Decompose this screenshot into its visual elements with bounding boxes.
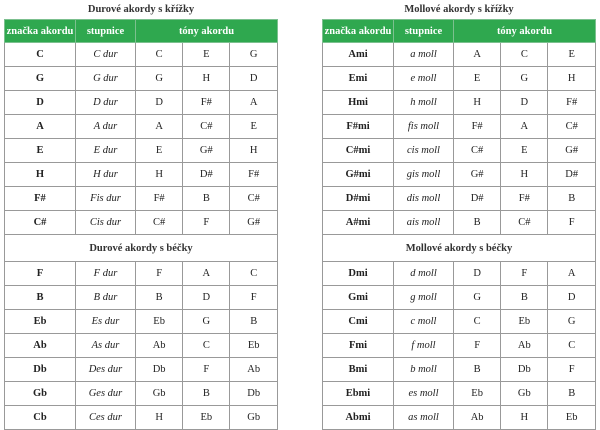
scale-name: D dur — [75, 91, 135, 115]
chord-tone: H — [136, 163, 183, 187]
chord-tone: C — [183, 334, 230, 358]
chord-tone: A — [548, 262, 596, 286]
chord-tone: F# — [501, 187, 548, 211]
chord-symbol: G — [5, 67, 76, 91]
table-row — [5, 310, 278, 334]
chord-tone: H — [183, 67, 230, 91]
table-row — [323, 358, 596, 382]
scale-name: f moll — [393, 334, 453, 358]
chord-tone: Eb — [548, 406, 596, 430]
scale-name: Fis dur — [75, 187, 135, 211]
chord-tone: C# — [183, 115, 230, 139]
chord-tone: G — [183, 310, 230, 334]
table-row — [5, 406, 278, 430]
chord-symbol: H — [5, 163, 76, 187]
chord-tone: C# — [136, 211, 183, 235]
chord-symbol: Eb — [5, 310, 76, 334]
scale-name: Es dur — [75, 310, 135, 334]
scale-name: es moll — [393, 382, 453, 406]
scale-name: Ces dur — [75, 406, 135, 430]
chord-tone: Eb — [501, 310, 548, 334]
table-row — [323, 334, 596, 358]
scale-name: C dur — [75, 43, 135, 67]
chord-symbol: B — [5, 286, 76, 310]
table-row — [5, 91, 278, 115]
chord-tone: C — [136, 43, 183, 67]
table-row — [5, 139, 278, 163]
section-row — [323, 235, 596, 262]
table-row — [5, 286, 278, 310]
chord-tone: Ab — [230, 358, 278, 382]
chord-tone: C# — [454, 139, 501, 163]
chord-tone: C — [454, 310, 501, 334]
chord-tone: C — [230, 262, 278, 286]
chord-symbol: Db — [5, 358, 76, 382]
section-title: Durové akordy s béčky — [5, 235, 278, 262]
chord-symbol: Dmi — [323, 262, 394, 286]
chord-tone: Db — [136, 358, 183, 382]
chord-tone: C — [501, 43, 548, 67]
chord-symbol: Gmi — [323, 286, 394, 310]
chord-tone: Eb — [230, 334, 278, 358]
scale-name: Cis dur — [75, 211, 135, 235]
chord-tone: B — [454, 211, 501, 235]
chord-tone: H — [501, 163, 548, 187]
chord-tone: H — [454, 91, 501, 115]
header-tones: tóny akordu — [454, 20, 596, 43]
table-row — [323, 115, 596, 139]
chord-tone: Ab — [501, 334, 548, 358]
chord-tone: D# — [454, 187, 501, 211]
chord-tone: G — [548, 310, 596, 334]
major-chords-panel — [4, 0, 278, 430]
scale-name: As dur — [75, 334, 135, 358]
chord-tone: A — [230, 91, 278, 115]
chord-tone: Gb — [501, 382, 548, 406]
header-row — [5, 20, 278, 43]
chord-tone: B — [183, 382, 230, 406]
chord-tone: D — [230, 67, 278, 91]
scale-name: B dur — [75, 286, 135, 310]
chord-tone: A — [136, 115, 183, 139]
chord-tone: F# — [454, 115, 501, 139]
chord-symbol: Cb — [5, 406, 76, 430]
scale-name: H dur — [75, 163, 135, 187]
chord-tone: Ab — [454, 406, 501, 430]
scale-name: c moll — [393, 310, 453, 334]
scale-name: cis moll — [393, 139, 453, 163]
chord-tone: C# — [548, 115, 596, 139]
chord-tone: G# — [454, 163, 501, 187]
table-row — [323, 43, 596, 67]
chord-symbol: C#mi — [323, 139, 394, 163]
chord-tone: F — [230, 286, 278, 310]
chord-symbol: Bmi — [323, 358, 394, 382]
chord-tone: F# — [136, 187, 183, 211]
scale-name: gis moll — [393, 163, 453, 187]
section-title: Mollové akordy s béčky — [323, 235, 596, 262]
chord-tone: D# — [183, 163, 230, 187]
scale-name: E dur — [75, 139, 135, 163]
scale-name: Des dur — [75, 358, 135, 382]
chord-tone: Eb — [183, 406, 230, 430]
chord-tone: F — [183, 358, 230, 382]
chord-symbol: Hmi — [323, 91, 394, 115]
chord-symbol: A#mi — [323, 211, 394, 235]
table-row — [5, 187, 278, 211]
table-row — [5, 43, 278, 67]
table-row — [5, 358, 278, 382]
panel-title: Durové akordy s křížky — [87, 4, 195, 15]
table-row — [323, 67, 596, 91]
scale-name: e moll — [393, 67, 453, 91]
chord-tone: B — [454, 358, 501, 382]
chord-tone: D — [501, 91, 548, 115]
chord-tone: F# — [548, 91, 596, 115]
chord-tone: B — [548, 382, 596, 406]
chord-tone: D — [183, 286, 230, 310]
chord-symbol: Gb — [5, 382, 76, 406]
chord-symbol: F# — [5, 187, 76, 211]
chord-symbol: A — [5, 115, 76, 139]
chord-tone: F — [136, 262, 183, 286]
chord-tone: B — [230, 310, 278, 334]
chord-tone: G — [454, 286, 501, 310]
table-row — [5, 211, 278, 235]
table-row — [5, 163, 278, 187]
chord-tone: Ab — [136, 334, 183, 358]
chord-tone: E — [501, 139, 548, 163]
chord-symbol: C# — [5, 211, 76, 235]
scale-name: Ges dur — [75, 382, 135, 406]
chord-symbol: E — [5, 139, 76, 163]
chord-tone: H — [548, 67, 596, 91]
table-row — [323, 211, 596, 235]
chord-symbol: Ami — [323, 43, 394, 67]
scale-name: a moll — [393, 43, 453, 67]
header-scale: stupnice — [75, 20, 135, 43]
table-row — [323, 382, 596, 406]
scale-name: F dur — [75, 262, 135, 286]
chord-symbol: F — [5, 262, 76, 286]
chord-tone: G# — [183, 139, 230, 163]
chord-tone: F — [501, 262, 548, 286]
chord-tone: Db — [230, 382, 278, 406]
chord-tone: D — [454, 262, 501, 286]
table-row — [323, 406, 596, 430]
scale-name: b moll — [393, 358, 453, 382]
header-scale: stupnice — [393, 20, 453, 43]
chord-symbol: Abmi — [323, 406, 394, 430]
chord-tone: Db — [501, 358, 548, 382]
chord-tone: C — [548, 334, 596, 358]
chord-table — [322, 19, 596, 430]
chord-symbol: F#mi — [323, 115, 394, 139]
chord-tone: H — [501, 406, 548, 430]
scale-name: h moll — [393, 91, 453, 115]
table-row — [5, 115, 278, 139]
scale-name: G dur — [75, 67, 135, 91]
chord-tone: F — [183, 211, 230, 235]
chord-symbol: Fmi — [323, 334, 394, 358]
chord-tone: F# — [183, 91, 230, 115]
scale-name: A dur — [75, 115, 135, 139]
chord-symbol: Cmi — [323, 310, 394, 334]
header-row — [323, 20, 596, 43]
scale-name: d moll — [393, 262, 453, 286]
chord-tone: D — [548, 286, 596, 310]
chord-tone: H — [230, 139, 278, 163]
chord-tone: C# — [230, 187, 278, 211]
chord-symbol: D#mi — [323, 187, 394, 211]
header-tones: tóny akordu — [136, 20, 278, 43]
chord-tone: H — [136, 406, 183, 430]
scale-name: as moll — [393, 406, 453, 430]
chord-tone: Eb — [454, 382, 501, 406]
chord-symbol: D — [5, 91, 76, 115]
chord-table — [4, 19, 278, 430]
chord-tone: B — [548, 187, 596, 211]
table-row — [323, 139, 596, 163]
chord-tone: F# — [230, 163, 278, 187]
chord-tone: Eb — [136, 310, 183, 334]
chord-symbol: Ebmi — [323, 382, 394, 406]
table-row — [5, 262, 278, 286]
scale-name: ais moll — [393, 211, 453, 235]
chord-tone: F — [454, 334, 501, 358]
section-row — [5, 235, 278, 262]
scale-name: g moll — [393, 286, 453, 310]
chord-tone: F — [548, 211, 596, 235]
chord-tone: B — [183, 187, 230, 211]
chord-tone: E — [136, 139, 183, 163]
scale-name: fis moll — [393, 115, 453, 139]
chord-tone: E — [548, 43, 596, 67]
chord-tone: G — [230, 43, 278, 67]
chord-tone: E — [183, 43, 230, 67]
chord-tone: A — [183, 262, 230, 286]
chord-tone: B — [501, 286, 548, 310]
table-row — [5, 334, 278, 358]
panel-title: Mollové akordy s křížky — [404, 4, 514, 15]
chord-tone: F — [548, 358, 596, 382]
chord-tone: G# — [548, 139, 596, 163]
chord-symbol: C — [5, 43, 76, 67]
table-row — [323, 187, 596, 211]
chord-tone: Gb — [136, 382, 183, 406]
chord-tone: G — [501, 67, 548, 91]
chord-symbol: G#mi — [323, 163, 394, 187]
chord-tone: G# — [230, 211, 278, 235]
table-row — [323, 262, 596, 286]
chord-tone: E — [230, 115, 278, 139]
chord-tone: Gb — [230, 406, 278, 430]
chord-tone: A — [454, 43, 501, 67]
table-row — [323, 91, 596, 115]
chord-tone: E — [454, 67, 501, 91]
scale-name: dis moll — [393, 187, 453, 211]
chord-tone: C# — [501, 211, 548, 235]
chord-symbol: Ab — [5, 334, 76, 358]
header-chord: značka akordu — [5, 20, 76, 43]
table-row — [323, 163, 596, 187]
minor-chords-panel — [322, 0, 596, 430]
chord-tone: G — [136, 67, 183, 91]
table-row — [323, 310, 596, 334]
table-row — [323, 286, 596, 310]
header-chord: značka akordu — [323, 20, 394, 43]
table-row — [5, 382, 278, 406]
chord-symbol: Emi — [323, 67, 394, 91]
chord-tone: D# — [548, 163, 596, 187]
chord-tone: B — [136, 286, 183, 310]
table-row — [5, 67, 278, 91]
chord-tone: A — [501, 115, 548, 139]
chord-tone: D — [136, 91, 183, 115]
